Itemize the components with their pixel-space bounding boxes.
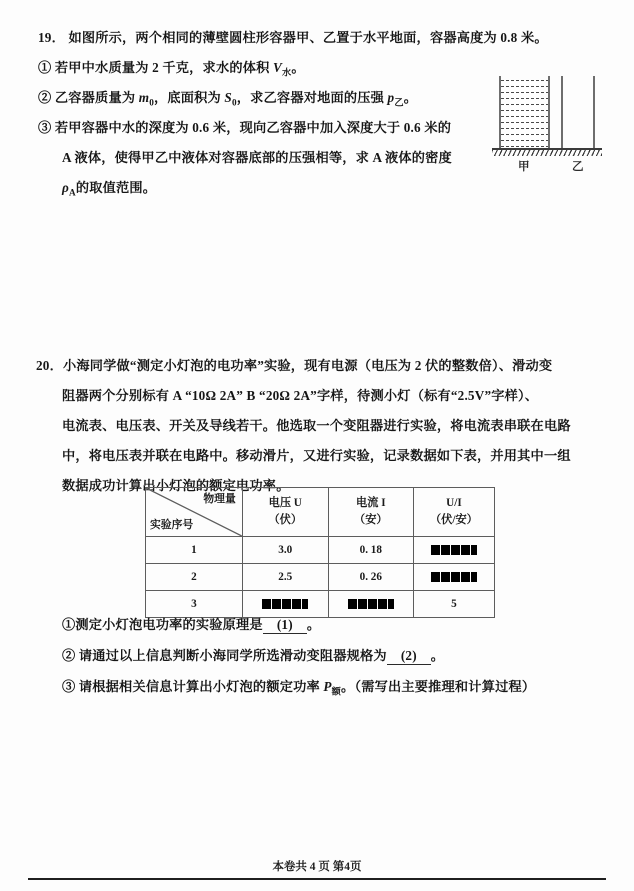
- symbol-p-subscript: 乙: [394, 97, 404, 108]
- question-20-line-4: 中，将电压表并联在电路中。移动滑片，又进行实验，记录数据如下表，并用其中一组: [62, 448, 571, 463]
- column-header-voltage: [242, 488, 328, 537]
- question-19-number: 19．: [38, 30, 65, 45]
- redaction-bar: [431, 572, 477, 582]
- item-text: 若甲中水质量为 2 千克，求水的体积: [54, 60, 273, 75]
- sub-text-end: 。: [306, 617, 321, 632]
- question-20-sub-3: [62, 676, 535, 698]
- item-marker: ②: [38, 90, 52, 105]
- question-19-item-3-line-2: A 液体，使得甲乙中液体对容器底部的压强相等，求 A 液体的密度: [62, 150, 452, 165]
- item-text-mid: ，底面积为: [153, 90, 225, 105]
- cell-current: 0. 18: [328, 537, 413, 564]
- cell-voltage: 3.0: [242, 537, 328, 564]
- question-20-line-3: 电流表、电压表、开关及导线若干。他选取一个变阻器进行实验，将电流表串联在电路: [62, 418, 571, 433]
- cell-current-redacted: [328, 591, 413, 618]
- question-20-sub-2: [62, 645, 444, 665]
- sub-marker: ②: [62, 648, 76, 663]
- symbol-m: m: [138, 90, 150, 105]
- water-fill-jia: [501, 80, 548, 148]
- symbol-v: V: [273, 60, 282, 75]
- question-19-stem-text: 如图所示，两个相同的薄壁圆柱形容器甲、乙置于水平地面，容器高度为 0.8 米。: [68, 30, 548, 45]
- table-row: [146, 564, 495, 591]
- footer-divider: [28, 878, 606, 880]
- question-19-stem: [38, 27, 548, 46]
- sub-text: 测定小灯泡电功率的实验原理是: [75, 617, 263, 632]
- question-20-sub-1: [62, 614, 320, 634]
- cell-trial-index: 2: [146, 564, 243, 591]
- symbol-m-subscript: 0: [149, 97, 154, 108]
- column-title: 电压 U: [268, 496, 302, 509]
- symbol-rho-subscript: A: [69, 187, 76, 198]
- item-text: 若甲容器中水的深度为 0.6 米，现向乙容器中加入深度大于 0.6 米的: [54, 120, 452, 135]
- question-20-line-1: [36, 355, 552, 374]
- sub-text-end: 。: [430, 648, 445, 663]
- experiment-data-table: [145, 487, 495, 618]
- answer-blank-2[interactable]: (2): [387, 648, 431, 665]
- item-text-end: 的取值范围。: [75, 180, 157, 195]
- cell-trial-index: 1: [146, 537, 243, 564]
- table-corner-header: [146, 488, 243, 537]
- cell-current: 0. 26: [328, 564, 413, 591]
- page-footer: 本卷共 4 页 第4页: [272, 861, 362, 873]
- column-unit: （伏）: [268, 514, 303, 526]
- question-19-item-3-line-1: [38, 117, 451, 136]
- symbol-p-rated-subscript: 额: [331, 686, 342, 697]
- item-marker: ③: [38, 120, 52, 135]
- sub-marker: ①: [62, 617, 76, 632]
- item-text: 乙容器质量为: [54, 90, 139, 105]
- question-20-line-2: 阻器两个分别标有 A “10Ω 2A” B “20Ω 2A”字样，待测小灯（标有“2.5V”字样）、: [62, 388, 539, 403]
- question-19-item-2: [38, 87, 417, 109]
- question-20-text: 小海同学做“测定小灯泡的电功率”实验，现有电源（电压为 2 伏的整数倍）、滑动变: [62, 358, 553, 373]
- cell-voltage: 2.5: [242, 564, 328, 591]
- question-20-number: 20．: [36, 358, 63, 373]
- column-title: 电流 I: [356, 496, 386, 509]
- symbol-p-rated: P: [323, 679, 332, 694]
- vessel-yi-right-wall: [593, 76, 595, 149]
- question-20-line-5: 数据成功计算出小灯泡的额定电功率。: [62, 478, 290, 493]
- item-text-end: 。: [291, 60, 305, 75]
- column-unit: （安）: [354, 514, 388, 526]
- vessel-label-yi: 乙: [572, 161, 584, 173]
- column-header-current: [328, 488, 413, 537]
- symbol-s: S: [224, 90, 232, 105]
- corner-header-trial: 实验序号: [150, 519, 194, 531]
- symbol-rho: ρ: [62, 180, 69, 195]
- cell-ratio-redacted: [413, 537, 494, 564]
- vessel-yi-left-wall: [561, 76, 563, 149]
- sub-text: 请根据相关信息计算出小灯泡的额定功率: [78, 679, 324, 694]
- cell-ratio: 5: [413, 591, 494, 618]
- corner-header-quantity: 物理量: [203, 493, 236, 505]
- item-text-mid2: ，求乙容器对地面的压强: [236, 90, 388, 105]
- table-header-row: [146, 488, 495, 537]
- sub-text: 请通过以上信息判断小海同学所选滑动变阻器规格为: [78, 648, 387, 663]
- item-text-end: 。: [403, 90, 418, 105]
- column-title: U/I: [446, 496, 462, 509]
- sub-text-end: 。（需写出主要推理和计算过程）: [341, 679, 536, 694]
- cell-trial-index: 3: [146, 591, 243, 618]
- vessel-jia-right-wall: [548, 76, 550, 149]
- column-header-ratio: [413, 488, 494, 537]
- symbol-p: p: [387, 90, 395, 105]
- question-19-item-3-line-3: [62, 177, 156, 198]
- vessel-label-jia: 甲: [518, 161, 530, 173]
- column-unit: （伏/安）: [429, 514, 478, 526]
- ground-hatching: [492, 150, 602, 156]
- cylindrical-containers-diagram: [492, 72, 602, 173]
- item-marker: ①: [38, 60, 52, 75]
- question-19-item-1: [38, 57, 305, 79]
- redaction-bar: [262, 599, 308, 609]
- answer-blank-1[interactable]: (1): [263, 617, 307, 634]
- cell-ratio-redacted: [413, 564, 494, 591]
- sub-marker: ③: [62, 679, 76, 694]
- symbol-s-subscript: 0: [231, 97, 237, 108]
- redaction-bar: [431, 545, 477, 555]
- redaction-bar: [348, 599, 394, 609]
- symbol-v-subscript: 水: [282, 67, 292, 78]
- table-row: [146, 537, 495, 564]
